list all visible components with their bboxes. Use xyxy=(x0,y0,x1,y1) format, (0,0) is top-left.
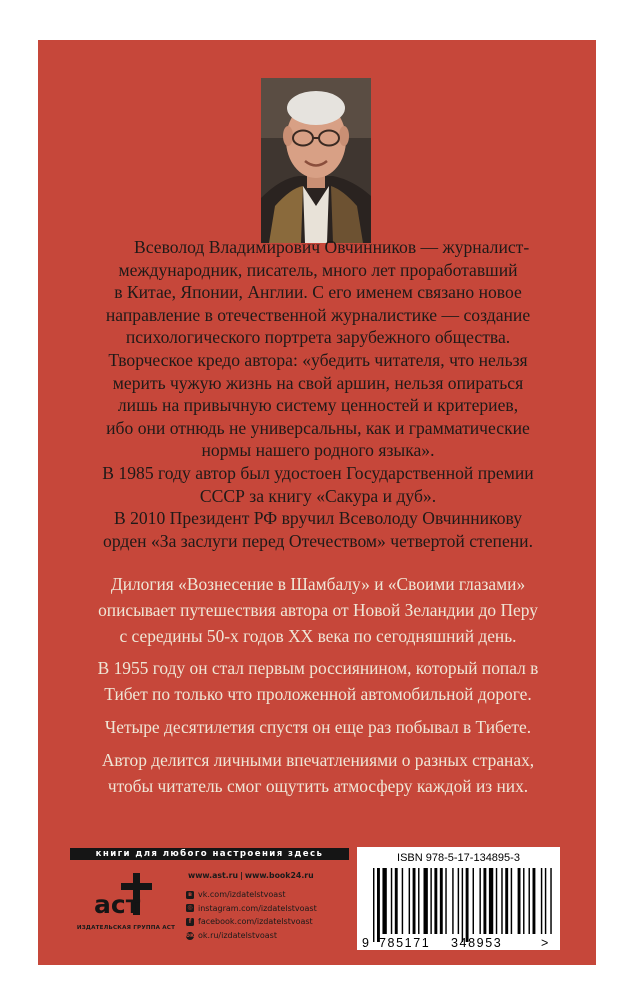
ast-logo xyxy=(92,870,156,922)
barcode-bar xyxy=(402,868,403,934)
social-link-facebook[interactable] xyxy=(186,915,356,929)
description-line: Дилогия «Вознесение в Шамбалу» и «Своими глазами» xyxy=(110,574,526,594)
bio-line: Творческое кредо автора: «убедить читателя, что нельзя xyxy=(108,349,528,370)
bio-line: международник, писатель, много лет проработавший xyxy=(118,259,518,280)
barcode-bar xyxy=(445,868,446,934)
barcode-bar xyxy=(373,868,374,942)
website-ast-link[interactable]: www.ast.ru xyxy=(188,871,239,880)
description-paragraph xyxy=(74,572,562,649)
description-paragraph xyxy=(74,656,562,708)
barcode-digit-first: 9 xyxy=(362,936,369,950)
author-bio xyxy=(74,236,562,552)
barcode-bar xyxy=(434,868,437,934)
barcode-bar xyxy=(523,868,524,934)
book-description xyxy=(74,572,562,799)
bio-line: направление в отечественной журналистике — создание xyxy=(105,304,531,325)
bio-line: В 1985 году автор был удостоен Государственной премии xyxy=(102,462,534,483)
barcode xyxy=(359,866,557,950)
barcode-bar xyxy=(473,868,474,934)
description-line: описывает путешествия автора от Новой Зеландии до Перу xyxy=(98,599,538,620)
isbn-barcode-box xyxy=(357,847,560,950)
barcode-bar xyxy=(518,868,521,934)
facebook-icon: f xyxy=(186,918,194,926)
social-link-text: ok.ru/izdatelstvoast xyxy=(198,931,277,941)
barcode-bar xyxy=(424,868,428,934)
publisher-websites xyxy=(188,871,358,880)
social-link-text: instagram.com/izdatelstvoast xyxy=(198,903,317,913)
barcode-bar xyxy=(496,868,497,934)
barcode-bar xyxy=(440,868,443,934)
bio-line: мерить чужую жизнь на свой аршин, нельзя опираться xyxy=(112,372,524,393)
social-link-text: vk.com/izdatelstvoast xyxy=(198,890,286,900)
instagram-icon: ◎ xyxy=(187,904,193,912)
social-link-odnoklassniki[interactable] xyxy=(186,929,356,943)
slogan-banner: книги для любого настроения здесь xyxy=(70,848,349,860)
logo-text: аст xyxy=(94,890,141,919)
barcode-bar xyxy=(462,868,463,942)
social-link-vk[interactable] xyxy=(186,888,356,902)
barcode-bar xyxy=(395,868,398,934)
bio-line: в Китае, Японии, Англии. С его именем связано новое xyxy=(114,282,522,303)
publisher-name: ИЗДАТЕЛЬСКАЯ ГРУППА АСТ xyxy=(76,925,176,931)
odnoklassniki-icon: ок xyxy=(185,931,195,939)
barcode-bar xyxy=(545,868,546,934)
barcode-digits-left: 785171 xyxy=(379,936,431,950)
barcode-bar xyxy=(452,868,453,934)
description-line: Автор делится личными впечатлениями о разных странах, xyxy=(101,749,535,770)
book-back-cover xyxy=(38,40,596,965)
author-photo xyxy=(261,78,371,243)
barcode-bar xyxy=(529,868,530,934)
barcode-arrow: > xyxy=(541,936,549,950)
bio-line: лишь на привычную систему ценностей и критериев, xyxy=(117,395,519,416)
barcode-bar xyxy=(479,868,480,934)
bio-line: Всеволод Владимирович Овчинников — журналист- xyxy=(134,237,530,257)
barcode-bar xyxy=(413,868,416,934)
barcode-bar xyxy=(466,868,469,942)
barcode-bar xyxy=(391,868,392,934)
barcode-bar xyxy=(377,868,380,942)
barcode-bar xyxy=(533,868,536,934)
ast-logo-icon xyxy=(92,870,156,922)
description-line: Тибет по только что проложенной автомобильной дороге. xyxy=(104,684,532,705)
description-paragraph xyxy=(74,715,562,741)
website-separator: | xyxy=(240,871,243,880)
description-line: В 1955 году он стал первым россиянином, который попал в xyxy=(97,658,539,679)
barcode-bar xyxy=(511,868,512,934)
bio-line: ибо они отнюдь не универсальны, как и грамматические xyxy=(106,417,530,438)
barcode-bar xyxy=(458,868,459,934)
barcode-bar xyxy=(382,868,386,934)
barcode-bar xyxy=(501,868,502,934)
barcode-bar xyxy=(483,868,486,934)
barcode-digits-right: 348953 xyxy=(451,936,503,950)
social-link-instagram[interactable] xyxy=(186,902,356,916)
vk-icon: в xyxy=(186,891,194,899)
isbn-label: ISBN 978-5-17-134895-3 xyxy=(397,852,520,864)
barcode-bar xyxy=(409,868,410,934)
barcode-bars xyxy=(373,868,552,942)
barcode-bar xyxy=(430,868,431,934)
bio-line: нормы нашего родного языка». xyxy=(201,440,435,461)
description-line: Четыре десятилетия спустя он еще раз побывал в Тибете. xyxy=(104,716,532,737)
description-line: чтобы читатель смог ощутить атмосферу каждой из них. xyxy=(107,775,529,796)
author-portrait-image xyxy=(261,78,371,243)
barcode-bar xyxy=(418,868,419,934)
social-link-text: facebook.com/izdatelstvoast xyxy=(198,917,313,927)
barcode-bar xyxy=(505,868,508,934)
bio-line: СССР за книгу «Сакура и дуб». xyxy=(199,485,437,506)
bio-line: психологического портрета зарубежного общества. xyxy=(125,327,511,348)
website-book24-link[interactable]: www.book24.ru xyxy=(244,871,314,880)
social-links xyxy=(186,888,356,942)
description-paragraph xyxy=(74,748,562,800)
barcode-bar xyxy=(489,868,493,934)
bio-line: орден «За заслуги перед Отечеством» четвертой степени. xyxy=(103,530,533,551)
description-line: с середины 50-х годов XX века по сегодняшний день. xyxy=(119,625,517,646)
barcode-bar xyxy=(550,868,551,934)
barcode-bar xyxy=(541,868,542,934)
bio-line: В 2010 Президент РФ вручил Всеволоду Овчинникову xyxy=(113,508,523,529)
